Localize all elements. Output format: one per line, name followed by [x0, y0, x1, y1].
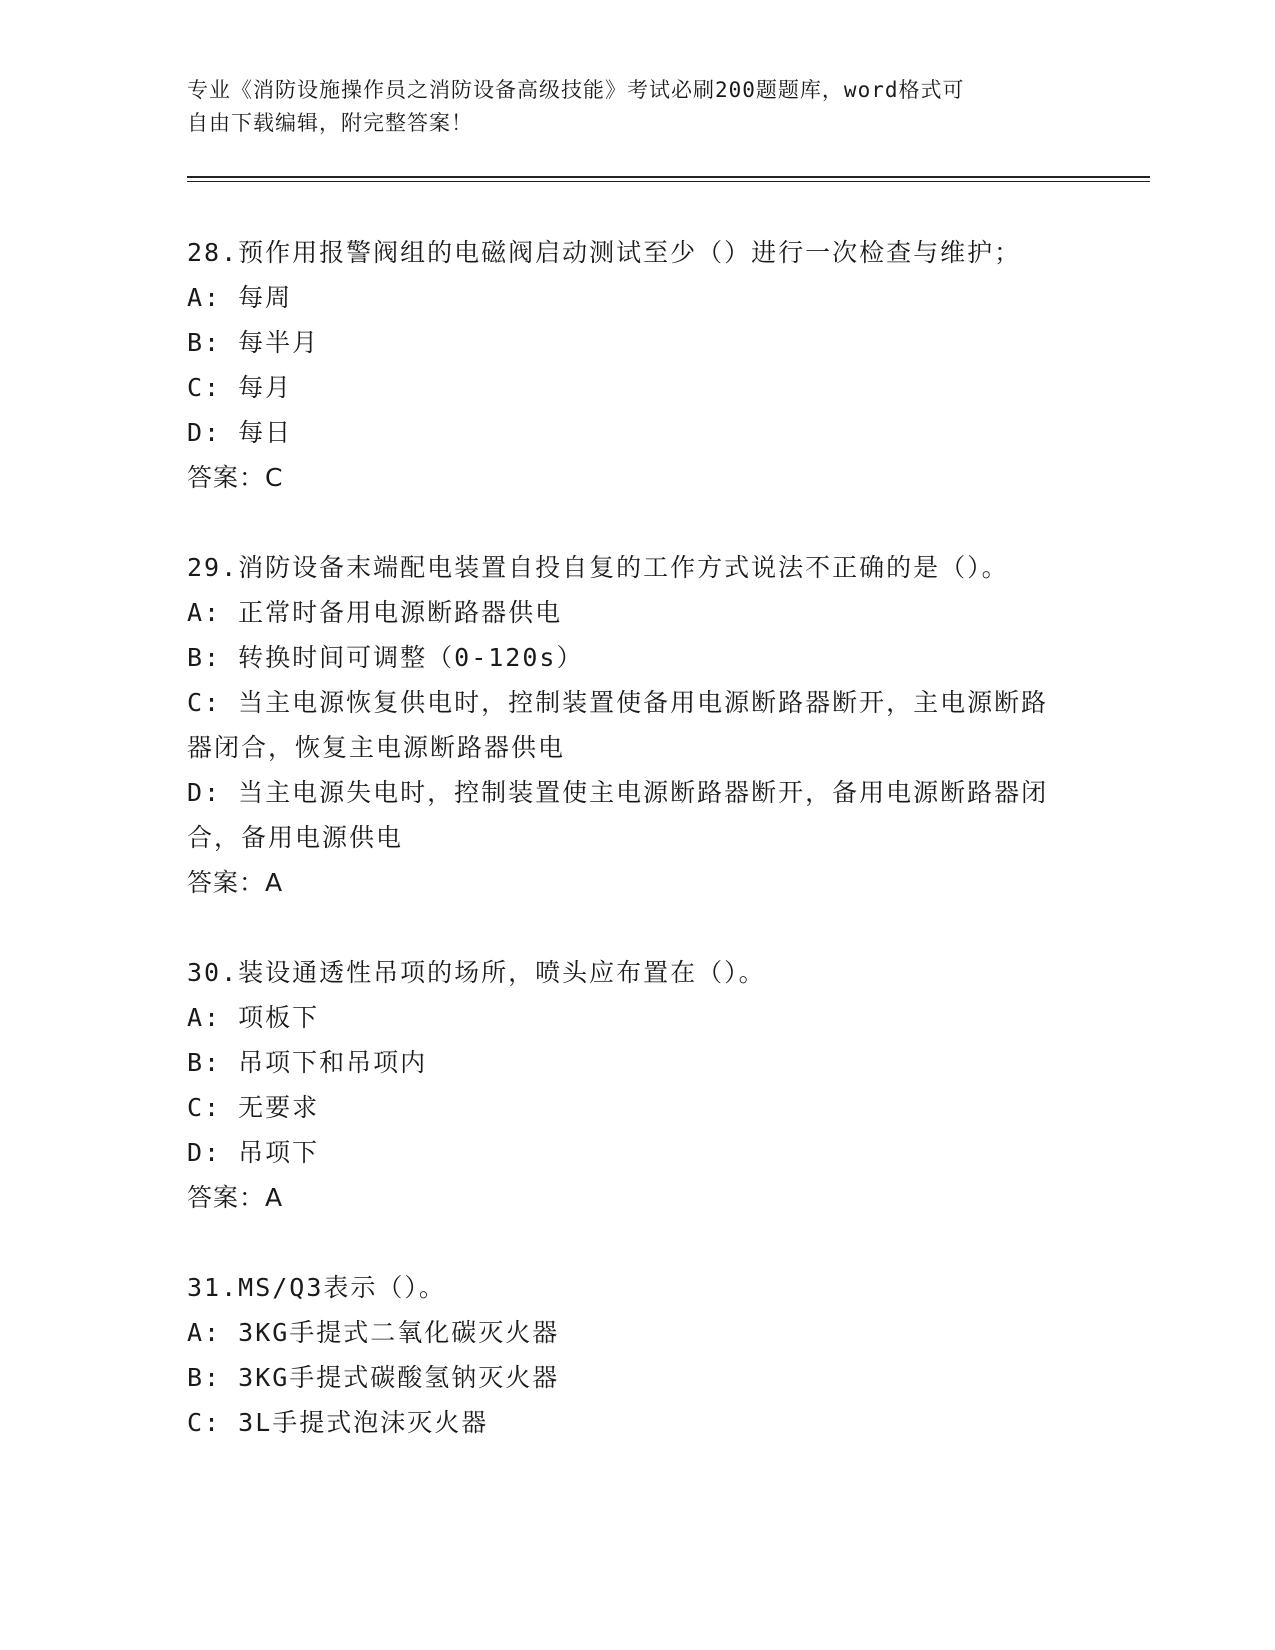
answer-line: 答案：A — [187, 868, 284, 897]
option-c: C: 无要求 — [187, 1093, 320, 1122]
option-c: C: 每月 — [187, 373, 293, 402]
question-stem: 30.装设通透性吊项的场所，喷头应布置在（）。 — [187, 958, 766, 987]
option-c: C: 当主电源恢复供电时，控制装置使备用电源断路器断开，主电源断路器闭合，恢复主电源断路器供电 — [187, 688, 1049, 762]
option-a: A: 项板下 — [187, 1003, 320, 1032]
header-divider-thick — [187, 176, 1150, 178]
question-stem: 31.MS/Q3表示（）。 — [187, 1273, 446, 1302]
option-a: A: 3KG手提式二氧化碳灭火器 — [187, 1318, 560, 1347]
question-30 — [187, 950, 1067, 1220]
question-29 — [187, 545, 1067, 905]
question-31 — [187, 1265, 1067, 1445]
option-a: A: 正常时备用电源断路器供电 — [187, 598, 563, 627]
question-stem: 28.预作用报警阀组的电磁阀启动测试至少（）进行一次检查与维护； — [187, 238, 1022, 267]
header-line-2: 自由下载编辑，附完整答案！ — [187, 111, 473, 135]
option-c: C: 3L手提式泡沫灭火器 — [187, 1408, 489, 1437]
answer-line: 答案：C — [187, 463, 284, 492]
option-b: B: 3KG手提式碳酸氢钠灭火器 — [187, 1363, 560, 1392]
option-b: B: 吊项下和吊项内 — [187, 1048, 428, 1077]
document-header — [187, 74, 1067, 140]
option-a: A: 每周 — [187, 283, 293, 312]
header-line-1: 专业《消防设施操作员之消防设备高级技能》考试必刷200题题库，word格式可 — [187, 78, 965, 102]
option-b: B: 转换时间可调整（0-120s） — [187, 643, 584, 672]
option-d: D: 每日 — [187, 418, 293, 447]
question-28 — [187, 230, 1067, 500]
option-d: D: 吊项下 — [187, 1138, 320, 1167]
option-d: D: 当主电源失电时，控制装置使主电源断路器断开，备用电源断路器闭合，备用电源供电 — [187, 778, 1049, 852]
question-list — [187, 230, 1067, 1445]
option-b: B: 每半月 — [187, 328, 320, 357]
header-divider-thin — [187, 181, 1150, 182]
answer-line: 答案：A — [187, 1183, 284, 1212]
question-stem: 29.消防设备末端配电装置自投自复的工作方式说法不正确的是（）。 — [187, 553, 1009, 582]
